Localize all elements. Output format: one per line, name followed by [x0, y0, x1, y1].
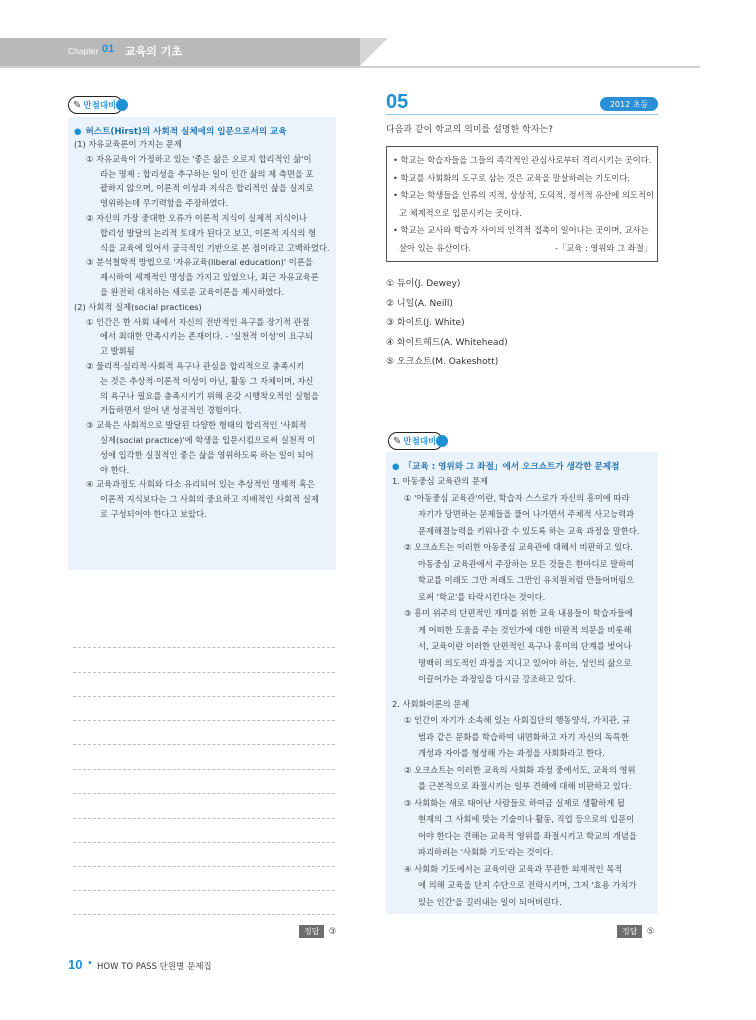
body-line: 야 한다. [100, 464, 130, 475]
tag-label: 만점대비 [403, 437, 437, 447]
choice-option[interactable]: ④ 화이트헤드(A. Whitehead) [386, 337, 508, 348]
body-line: 식을 교육에 있어서 궁극적인 기반으로 본 점이라고 고백하였다. [100, 242, 330, 253]
chapter-label: Chapter [68, 46, 99, 56]
body-line: ① '아동중심 교육관'이란, 학습자 스스로가 자신의 흥미에 따라 [404, 492, 630, 503]
answer-value: ③ [328, 926, 337, 937]
quote-line: 고 체계적으로 입문시키는 곳이다. [399, 207, 522, 218]
choice-option[interactable]: ② 니일(A. Neill) [386, 298, 453, 309]
question-number: 05 [386, 91, 409, 113]
body-line: (2) 사회적 실제(social practices) [74, 301, 202, 312]
right-section-title: ● 「교육 : 영위와 그 좌절」에서 오크쇼트가 생각한 문제점 [392, 462, 620, 472]
body-line: 의 욕구나 필요를 충족시키기 위해 온갖 시행착오적인 실험을 [100, 390, 319, 401]
answer-label: 정답 [617, 925, 642, 938]
body-line: 서, 교육이란 이러한 단편적인 욕구나 흥미의 단계를 벗어나 [418, 641, 632, 651]
body-line: 있는 인간'을 길러내는 일이 되어버린다. [418, 896, 562, 907]
header-rule [0, 66, 700, 68]
tag-end-circle [116, 99, 128, 111]
note-line [73, 647, 335, 648]
pencil-icon: ✎ [73, 99, 82, 111]
bullet-icon: ● [392, 462, 400, 472]
body-line: ② 자신의 가장 중대한 오류가 이론적 지식이 실제적 지식이나 [86, 213, 307, 223]
chapter-title: 교육의 기초 [125, 45, 182, 58]
quote-line: • 학교는 교사와 학습자 사이의 인격적 접촉이 일어나는 곳이며, 교사는 [393, 225, 649, 235]
footer-bullet-icon: • [87, 958, 93, 969]
quote-source: -「교육 : 영위와 그 좌절」 [555, 242, 653, 253]
body-line: 아동중심 교육관에서 주장하는 모든 것들은 한마디로 말하여 [418, 558, 635, 569]
note-line [73, 890, 335, 891]
book-title: HOW TO PASS 단원별 문제집 [97, 962, 212, 972]
tag-end-circle [436, 435, 448, 447]
body-line: ② 오크쇼트는 이러한 교육의 사회화 과정 중에서도, 교육의 영위 [404, 764, 636, 775]
body-line: ③ 분석철학적 방법으로 '자유교육(liberal education)' 이론을 [86, 257, 313, 268]
answer-value: ⑤ [646, 926, 655, 937]
body-line: 영위하는데 무기력함을 주장하였다. [100, 198, 229, 209]
header-bar-tail [360, 38, 388, 66]
note-line [73, 744, 335, 745]
body-line: 실제(social practice)'에 학생을 입문시킴으로써 실천적 이 [100, 435, 316, 445]
body-line: ③ 흥미 위주의 단편적인 재미를 위한 교육 내용들이 학습자들에 [404, 608, 633, 618]
body-line: 어야 한다는 견해는 교육적 영위를 좌절시키고 학교의 개념을 [418, 830, 637, 841]
body-line: 를 근본적으로 좌절시키는 일부 견해에 대해 비판하고 있다. [418, 781, 632, 791]
quote-line: • 학교를 사회화의 도구로 삼는 것은 교육을 말살하려는 기도이다. [393, 172, 631, 183]
body-line: 로 구성되어야 한다고 보았다. [100, 509, 207, 519]
note-line [73, 866, 335, 867]
chapter-number: 01 [102, 43, 115, 55]
body-line: (1) 자유교육론이 가지는 문제 [74, 139, 182, 149]
body-line: 는 것은 추상적·이론적 이성이 아닌, 활동 그 자체이며, 자신 [100, 375, 314, 386]
question-rule [386, 114, 658, 115]
body-line: 을 완전히 대치하는 새로운 교육이론을 제시하였다. [100, 287, 285, 297]
note-line [73, 793, 335, 794]
note-line [73, 914, 335, 915]
choice-option[interactable]: ① 듀이(J. Dewey) [386, 279, 461, 289]
body-line: 이끌어가는 과정임을 다시금 강조하고 있다. [418, 674, 576, 684]
body-line: 현재의 그 사회에 맞는 기술이나 활동, 직업 등으로의 입문이 [418, 814, 635, 824]
body-line: ③ 사회화는 새로 태어난 사람들로 하여금 실제로 생활하게 될 [404, 797, 625, 808]
page-number: 10 [68, 957, 83, 972]
answer-label: 정답 [299, 925, 324, 938]
tag-label: 만점대비 [83, 101, 117, 111]
body-line: 범과 같은 문화를 학습하여 내면화하고 자기 자신의 독특한 [418, 731, 629, 742]
body-line: 에서 최대한 만족시키는 존재이다. - '실천적 이성'이 요구되 [100, 331, 313, 342]
body-line: 학교를 이래도 그만 저래도 그만인 유치원처럼 만들어버림으 [418, 575, 635, 585]
body-line: 라는 명제 : 합리성을 추구하는 일이 인간 삶의 제 측면을 포 [100, 168, 314, 179]
pencil-icon: ✎ [393, 435, 402, 447]
body-line: ① 인간은 한 사회 내에서 자신의 전반적인 욕구를 장기적 관점 [86, 316, 310, 327]
body-line: ③ 교육은 사회적으로 발달된 다양한 형태의 합리적인 '사회적 [86, 420, 307, 431]
note-line [73, 769, 335, 770]
body-line: ② 물리적·심리적·사회적 욕구나 관심을 합리적으로 충족시키 [86, 361, 305, 371]
body-line: 합리성 발달의 논리적 토대가 된다고 보고, 이론적 지식의 형 [100, 227, 317, 238]
body-line: 거듭하면서 얻어 낸 성공적인 경험이다. [100, 405, 242, 416]
quote-line: • 학교는 학생들을 인류의 지적, 상상적, 도덕적, 정서적 유산에 의도적이 [393, 190, 654, 200]
body-line: 이론적 지식보다는 그 사회의 중요하고 지배적인 사회적 실제 [100, 494, 319, 505]
body-line: 성에 입각한 실질적인 좋은 삶을 영위하도록 하는 일이 되어 [100, 449, 314, 460]
body-line: 고 발휘됨 [100, 346, 135, 357]
right-tag-badge [388, 432, 443, 450]
note-line [73, 696, 335, 697]
body-line: 문제해결능력을 키워나갈 수 있도록 하는 교육 과정을 말한다. [418, 525, 640, 536]
note-line [73, 818, 335, 819]
choice-option[interactable]: ⑤ 오크쇼트(M. Oakeshott) [386, 357, 499, 368]
body-line: 제시하여 세계적인 명성을 가지고 있었으나, 최근 자유교육론 [100, 272, 319, 283]
body-line: 1. 아동중심 교육관의 문제 [392, 476, 488, 486]
body-line: 게 어떠한 도움을 주는 것인가에 대한 비판적 의문을 비롯해 [418, 624, 632, 635]
body-line: 괄하지 않으며, 이론적 이성과 지식은 합리적인 삶을 실지로 [100, 183, 314, 194]
body-line: 파괴하려는 '사회화 기도'라는 것이다. [418, 847, 554, 857]
body-line: ① 자유교육이 가정하고 있는 '좋은 삶은 오로지 합리적인 삶'이 [86, 153, 312, 164]
left-answer [299, 925, 337, 938]
body-line: 2. 사회화이론의 문제 [392, 698, 470, 709]
body-line: ④ 교육과정도 사회와 다소 유리되어 있는 추상적인 명제적 혹은 [86, 479, 315, 490]
choice-option[interactable]: ③ 화이트(J. White) [386, 318, 465, 329]
note-line [73, 842, 335, 843]
question-stem: 다음과 같이 학교의 의미를 설명한 학자는? [386, 125, 553, 135]
body-line: 명백히 의도적인 과정을 지니고 있어야 하는, 성인의 삶으로 [418, 657, 632, 668]
body-line: ② 오크쇼트는 이러한 아동중심 교육관에 대해서 비판하고 있다. [404, 542, 633, 552]
bullet-icon: ● [74, 127, 82, 137]
body-line: 로써 '학교'를 타락시킨다는 것이다. [418, 591, 546, 602]
right-answer [617, 925, 655, 938]
quote-line: • 학교는 학습자들을 그들의 즉각적인 관심사로부터 격리시키는 곳이다. [393, 155, 652, 165]
body-line: 자기가 당면하는 문제들을 풀어 나가면서 주체적 사고능력과 [418, 509, 635, 519]
left-section-title: ● 허스트(Hirst)의 사회적 실체에의 입문으로서의 교육 [74, 127, 287, 137]
body-line: ① 인간이 자기가 소속해 있는 사회집단의 행동양식, 가치관, 규 [404, 715, 631, 725]
body-line: 개성과 자아를 형성해 가는 과정을 사회화라고 한다. [418, 748, 605, 758]
body-line: ④ 사회화 기도에서는 교육이란 교육과 무관한 외재적인 목적 [404, 863, 623, 874]
question-year-badge: 2012 초등 [600, 97, 658, 111]
note-line [73, 720, 335, 721]
body-line: 에 의해 교육을 단지 수단으로 전락시키며, 그저 '효용 가치가 [418, 880, 637, 890]
quote-box [386, 146, 658, 262]
quote-line: 살아 있는 유산이다. [399, 242, 472, 253]
left-tag-badge [68, 96, 123, 114]
chapter-header [0, 38, 700, 66]
note-line [73, 672, 335, 673]
